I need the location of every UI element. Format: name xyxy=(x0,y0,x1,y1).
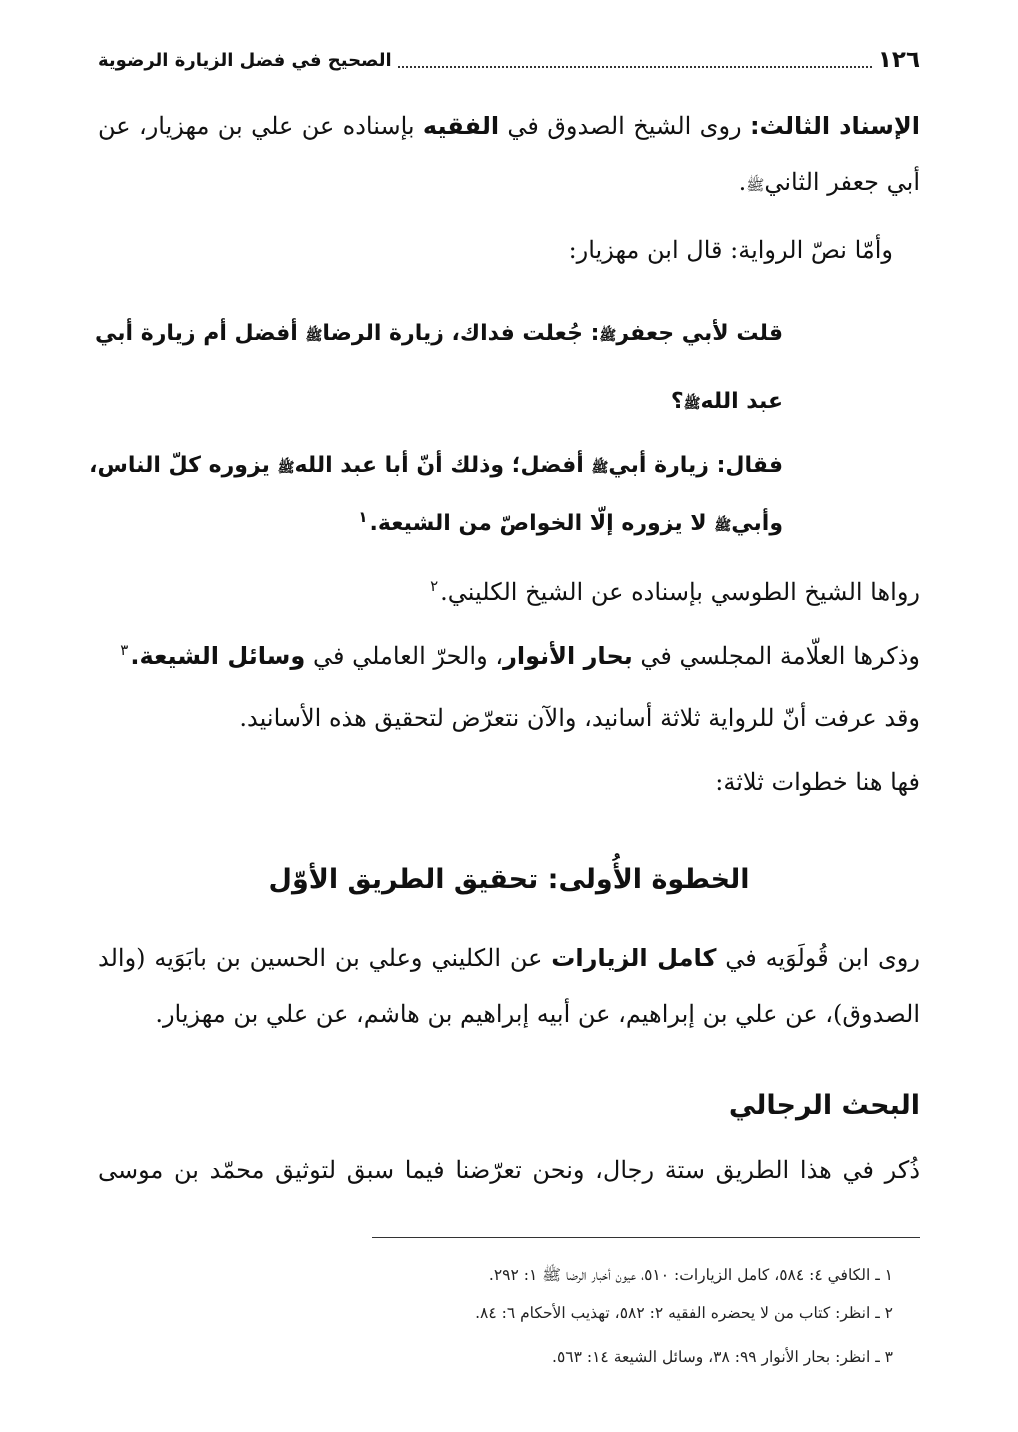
paragraph-line xyxy=(239,698,920,738)
running-header xyxy=(98,40,920,80)
text-span: فقال: زيارة أبي xyxy=(608,453,783,478)
text-span: أفضل؛ وذلك أنّ أبا عبد الله xyxy=(294,453,584,478)
text-span: بإسناده عن علي بن مهزيار، عن xyxy=(98,112,415,140)
paragraph-line xyxy=(430,572,920,612)
text-span: وأبي xyxy=(731,511,783,536)
quote-line xyxy=(671,382,783,424)
footnote: ٢ ـ انظر: كتاب من لا يحضره الفقيه ٢: ٥٨٢، تهذيب الأحكام ٦: ٨٤. xyxy=(475,1304,893,1322)
text-span: الصدوق)، عن علي بن إبراهيم، عن أبيه إبراهيم بن هاشم، عن علي بن مهزيار. xyxy=(155,1000,920,1028)
footnote-marker: ٣ xyxy=(120,641,129,659)
paragraph-line xyxy=(715,762,920,802)
text-span: عبد الله xyxy=(700,389,783,414)
book-title: الفقيه xyxy=(422,112,500,140)
footnote: ٣ ـ انظر: بحار الأنوار ٩٩: ٣٨، وسائل الشيعة ١٤: ٥٦٣. xyxy=(552,1348,893,1366)
text-span: رواها الشيخ الطوسي بإسناده عن الشيخ الكليني. xyxy=(440,578,920,606)
honorific-glyph: ﷺ xyxy=(599,328,617,344)
text-span: لا يزوره إلّا الخواصّ من الشيعة. xyxy=(369,511,707,536)
text-span: يزوره كلّ الناس، xyxy=(89,453,270,478)
footnote-marker: ٢ xyxy=(430,577,439,595)
book-title: كامل الزيارات xyxy=(551,944,717,972)
text-span: أفضل أم زيارة أبي xyxy=(94,321,298,346)
book-title: بحار الأنوار xyxy=(503,642,633,670)
text-span: وذكرها العلّامة المجلسي في xyxy=(640,642,920,670)
text-span: ؟ xyxy=(670,389,684,414)
quote-line xyxy=(94,314,783,356)
paragraph-line xyxy=(98,106,920,146)
text-span: ، والحرّ العاملي في xyxy=(312,642,504,670)
section-heading: الخطوة الأُولى: تحقيق الطريق الأوّل xyxy=(268,864,750,895)
honorific-glyph: ﷺ xyxy=(714,518,732,534)
section-label: الإسناد الثالث: xyxy=(750,112,920,140)
book-title: وسائل الشيعة. xyxy=(130,642,306,670)
paragraph-line xyxy=(98,1150,920,1190)
quote-line xyxy=(358,504,783,546)
text-span: وقد عرفت أنّ للرواية ثلاثة أسانيد، والآن نتعرّض لتحقيق هذه الأسانيد. xyxy=(239,704,920,732)
honorific-glyph: ﷺ xyxy=(305,328,323,344)
paragraph-line xyxy=(739,162,920,205)
honorific-glyph: ﷺ xyxy=(683,396,701,412)
subsection-heading: البحث الرجالي xyxy=(728,1090,920,1121)
footnote-marker: ١ xyxy=(358,507,368,526)
text-span: أبي جعفر الثاني xyxy=(764,168,920,196)
paragraph-line xyxy=(569,230,893,270)
honorific-glyph: ﷺ xyxy=(746,176,765,194)
paragraph-line xyxy=(98,938,920,978)
page-number: ١٢٦ xyxy=(877,47,920,73)
honorific-glyph: ﷺ xyxy=(591,460,609,476)
footnote: ١ ـ الكافي ٤: ٥٨٤، كامل الزيارات: ٥١٠، عيون أخبار الرضا ﷺ ١: ٢٩٢. xyxy=(488,1266,893,1284)
text-span: ذُكر في هذا الطريق ستة رجال، ونحن تعرّضنا فيما سبق لتوثيق محمّد بن موسى xyxy=(98,1156,921,1184)
text-span: روى الشيخ الصدوق في xyxy=(507,112,742,140)
text-span: : جُعلت فداك، زيارة الرضا xyxy=(322,321,600,346)
text-span: قلت لأبي جعفر xyxy=(616,321,783,346)
footnote-rule xyxy=(372,1237,920,1238)
header-leader-dots xyxy=(398,52,872,68)
text-span: فها هنا خطوات ثلاثة: xyxy=(715,768,920,796)
text-span: روى ابن قُولَوَيه في xyxy=(725,944,920,972)
honorific-glyph: ﷺ xyxy=(277,460,295,476)
text-span: . xyxy=(738,168,747,196)
quote-line xyxy=(89,446,783,488)
paragraph-line xyxy=(120,636,920,676)
paragraph-line xyxy=(155,994,920,1034)
running-title: الصحيح في فضل الزيارة الرضوية xyxy=(98,49,392,71)
text-span: وأمّا نصّ الرواية: قال ابن مهزيار: xyxy=(568,236,893,264)
text-span: عن الكليني وعلي بن الحسين بن بابَوَيه (والد xyxy=(98,944,543,972)
